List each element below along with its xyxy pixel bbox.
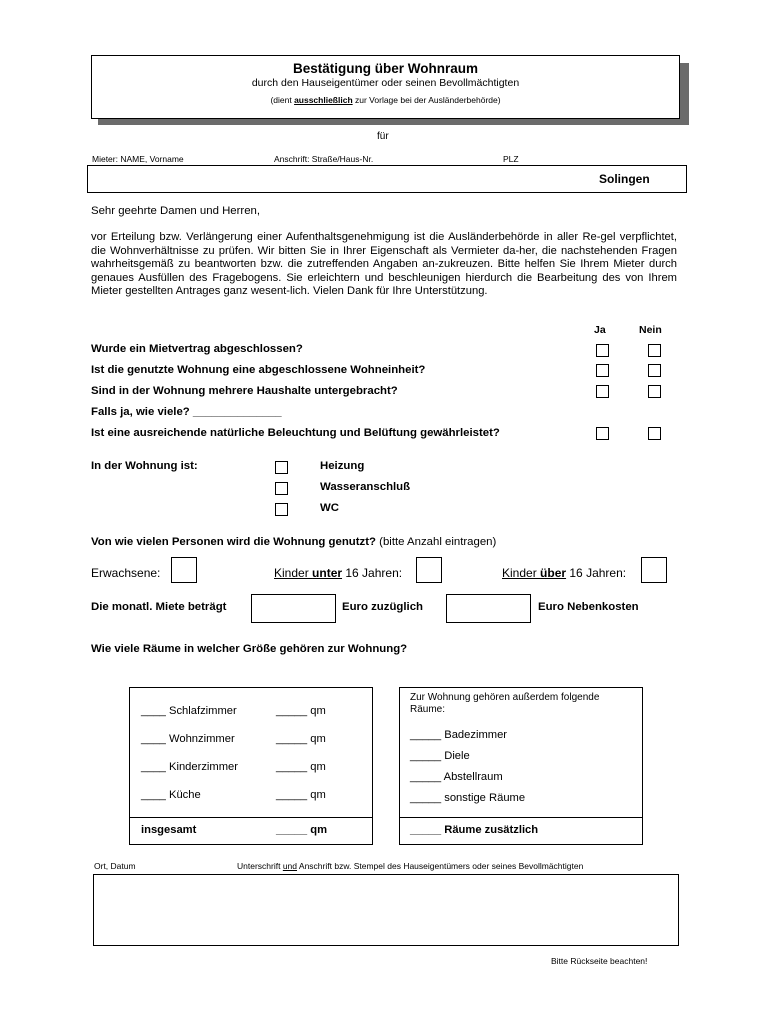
header-box [91,55,680,119]
form-title: Bestätigung über Wohnraum [292,61,478,76]
extra-room-row[interactable]: _____ Abstellraum [410,771,503,783]
rooms-total-label: insgesamt [141,824,197,836]
checkbox-wohneinheit-ja[interactable] [596,364,609,377]
checkbox-haushalte-nein[interactable] [648,385,661,398]
checkbox-beleuchtung-nein[interactable] [648,427,661,440]
anschrift-label: Anschrift: Straße/Haus-Nr. [274,154,374,164]
rent-input[interactable] [251,594,336,623]
signature-label: Unterschrift und Anschrift bzw. Stempel des Hauseigentümers oder seines Bevollmächtigten [237,861,584,871]
question-beleuchtung: Ist eine ausreichende natürliche Beleuchtung und Belüftung gewährleistet? [91,427,500,439]
room-row[interactable]: ____ Schlafzimmer [141,705,237,717]
form-note: (dient ausschließlich zur Vorlage bei der Ausländerbehörde) [270,95,501,105]
plz-label: PLZ [503,154,519,164]
room-size[interactable]: _____ qm [276,761,326,773]
kids-under-input[interactable] [416,557,442,583]
room-size[interactable]: _____ qm [276,705,326,717]
extra-room-row[interactable]: _____ sonstige Räume [410,792,526,804]
adults-input[interactable] [171,557,197,583]
form-subtitle: durch den Hauseigentümer oder seinen Bevollmächtigten [251,77,520,89]
rent-euro-label: Euro zuzüglich [342,601,423,613]
checkbox-wohneinheit-nein[interactable] [648,364,661,377]
rooms-question: Wie viele Räume in welcher Größe gehören zur Wohnung? [91,643,408,655]
fuer-label: für [377,131,389,142]
checkbox-wasseranschluss[interactable] [275,482,288,495]
adults-label: Erwachsene: [91,566,161,580]
checkbox-beleuchtung-ja[interactable] [596,427,609,440]
question-wohneinheit: Ist die genutzte Wohnung eine abgeschlossene Wohneinheit? [91,364,426,376]
checkbox-wc[interactable] [275,503,288,516]
rent-label: Die monatl. Miete beträgt [91,601,227,613]
room-size[interactable]: _____ qm [276,789,326,801]
room-row[interactable]: ____ Küche [141,789,201,801]
city-value: Solingen [599,172,650,186]
rooms-total-size[interactable]: _____ qm [276,824,328,836]
kids-over-label: Kinder über 16 Jahren: [502,566,627,580]
checkbox-haushalte-ja[interactable] [596,385,609,398]
room-row[interactable]: ____ Kinderzimmer [141,761,239,773]
equipment-wc: WC [320,502,339,514]
salutation: Sehr geehrte Damen und Herren, [91,205,261,217]
question-haushalte: Sind in der Wohnung mehrere Haushalte untergebracht? [91,385,398,397]
persons-question: Von wie vielen Personen wird die Wohnung genutzt? (bitte Anzahl eintragen) [91,536,497,548]
kids-under-label: Kinder unter 16 Jahren: [274,566,403,580]
question-wie-viele[interactable]: Falls ja, wie viele? ______________ [91,406,282,418]
ja-header: Ja [594,324,606,336]
rooms-right-divider [400,817,642,818]
rooms-right-title: Zur Wohnung gehören außerdem folgende Räume: [410,692,600,715]
tenant-input-field[interactable] [87,165,687,193]
room-size[interactable]: _____ qm [276,733,326,745]
extra-rooms-total[interactable]: _____ Räume zusätzlich [410,824,539,836]
mieter-label: Mieter: NAME, Vorname [92,154,184,164]
question-mietvertrag: Wurde ein Mietvertrag abgeschlossen? [91,343,303,355]
equipment-wasseranschluss: Wasseranschluß [320,481,411,493]
ort-datum-label: Ort, Datum [94,861,136,871]
extra-room-row[interactable]: _____ Diele [410,750,470,762]
equipment-heizung: Heizung [320,460,365,472]
extra-room-row[interactable]: _____ Badezimmer [410,729,508,741]
extra-costs-label: Euro Nebenkosten [538,601,639,613]
checkbox-mietvertrag-ja[interactable] [596,344,609,357]
rooms-left-divider [130,817,372,818]
kids-over-input[interactable] [641,557,667,583]
room-row[interactable]: ____ Wohnzimmer [141,733,235,745]
checkbox-heizung[interactable] [275,461,288,474]
checkbox-mietvertrag-nein[interactable] [648,344,661,357]
footer-note: Bitte Rückseite beachten! [551,956,648,966]
nein-header: Nein [639,324,662,336]
equipment-label: In der Wohnung ist: [91,460,198,472]
extra-costs-input[interactable] [446,594,531,623]
signature-field[interactable] [93,874,679,946]
letter-body: vor Erteilung bzw. Verlängerung einer Aufenthaltsgenehmigung ist die Ausländerbehörde in aller Re-gel verpflichtet, die Wohnverhältnisse zu prüfen. Wir bitten Sie in Ihrer Eigenschaft als Vermieter da-her, die nachstehenden Fragen wahrheitsgemäß zu beantworten bzw. die zutreffenden Angaben an-zukreuzen. Bitte helfen Sie Ihrem Mieter durch genaues Ausfüllen des Fragebogens. Sie erleichtern und beschleunigen hierdurch die Bearbeitung des von Ihrem Mieter gestellten Antrages ganz wesent-lich. Vielen Dank für Ihre Unterstützung. [91,231,677,298]
